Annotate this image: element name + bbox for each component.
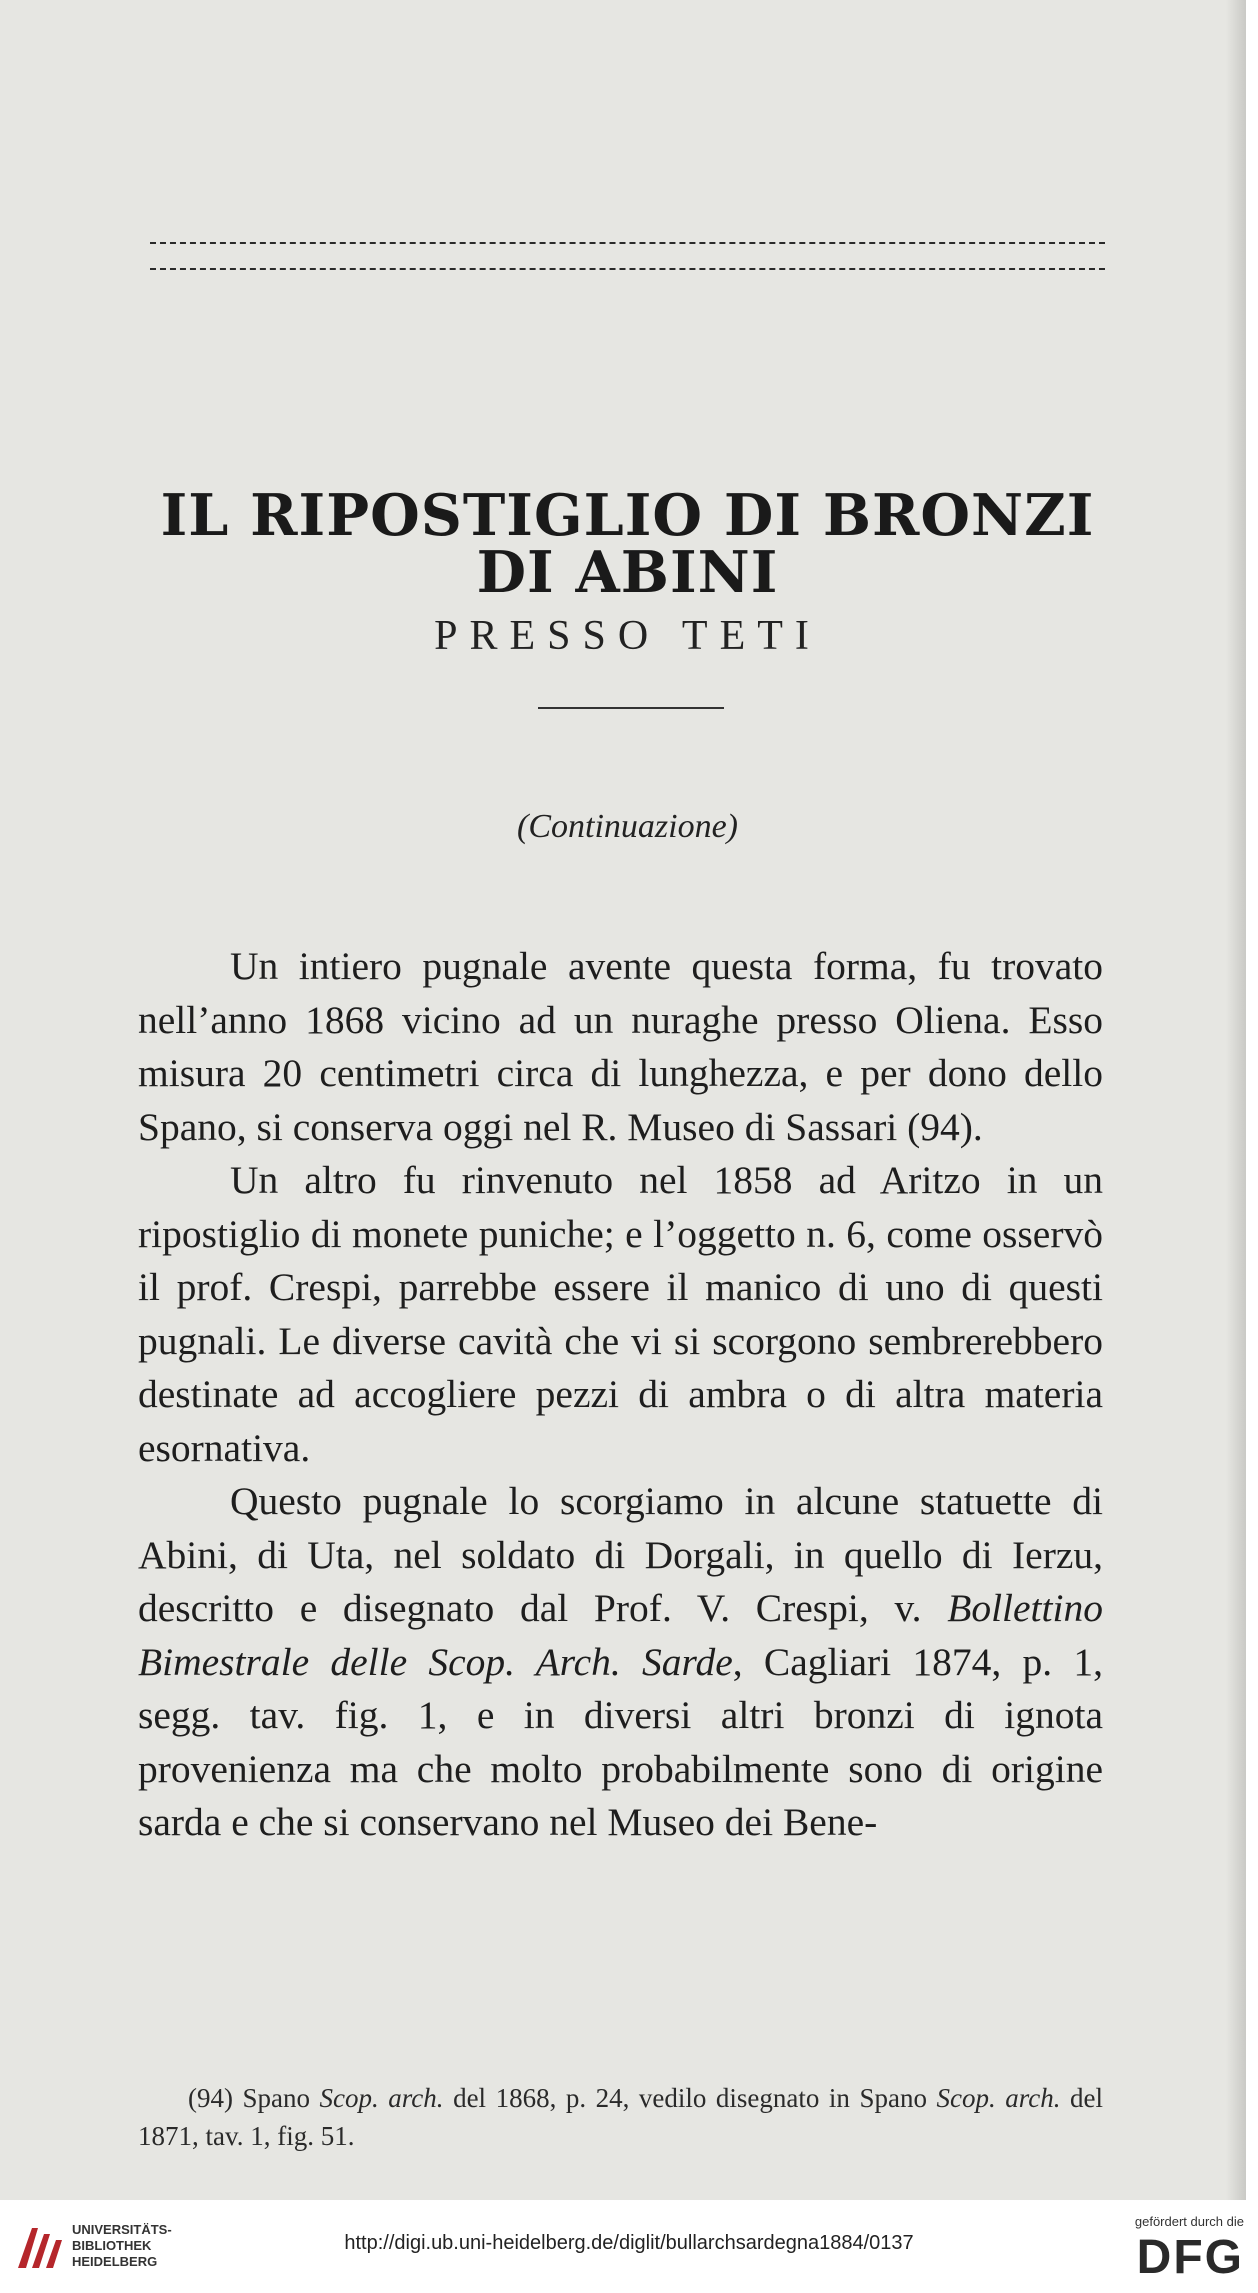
scan-margin [1246, 0, 1258, 2200]
top-dashed-rule-1 [150, 242, 1105, 244]
funded-by-label: gefördert durch die [1134, 2214, 1244, 2229]
university-name-line-2: BIBLIOTHEK [72, 2238, 152, 2253]
university-name-line-1: UNIVERSITÄTS- [72, 2222, 172, 2237]
footnote-text: del 1868, p. 24, vedilo disegnato in Spano [443, 2083, 937, 2113]
paragraph-1 [138, 940, 1103, 1154]
title-separator-rule [538, 707, 724, 709]
dfg-logo: DFG [1136, 2231, 1244, 2284]
paragraph-text: Un intiero pugnale avente questa forma, fu trovato nell’anno 1868 vicino ad un nuraghe presso Oliena. Esso misura 20 centimetri circa di lunghezza, e per dono dello Spano, si conserva oggi nel R. Museo di Sassari (94). [138, 944, 1103, 1149]
footnote-paragraph [138, 2079, 1103, 2155]
footnote-text: (94) Spano [188, 2083, 320, 2113]
paragraph-text: Bollettino Bimestrale delle Scop. Arch. Sarde [138, 1586, 1103, 1684]
top-dashed-rule-2 [150, 268, 1105, 270]
footnote-text: Scop. arch. [936, 2083, 1061, 2113]
footnote-text: del 1871, tav. 1, fig. 51. [138, 2083, 1103, 2151]
article-title: IL RIPOSTIGLIO DI BRONZI DI ABINI [160, 482, 1095, 606]
body-text [138, 940, 1103, 1850]
paragraph-text: , Cagliari 1874, p. 1, segg. tav. fig. 1, e in diversi altri bronzi di ignota provenienza ma che molto probabilmente sono di origine sarda e che si conservano nel Museo dei Bene- [138, 1639, 1103, 1844]
footnote [138, 2079, 1103, 2155]
paragraph-3 [138, 1475, 1103, 1850]
continuation-note: (Continuazione) [517, 808, 738, 845]
permalink-url[interactable]: http://digi.ub.uni-heidelberg.de/diglit/bullarchsardegna1884/0137 [344, 2232, 914, 2254]
page-edge-shadow [1226, 0, 1246, 2200]
university-name-line-3: HEIDELBERG [72, 2254, 158, 2269]
article-subtitle: PRESSO TETI [434, 613, 821, 659]
footnote-text: Scop. arch. [319, 2083, 444, 2113]
paragraph-text: Un altro fu rinvenuto nel 1858 ad Aritzo in un ripostiglio di monete puniche; e l’oggetto n. 6, come osservò il prof. Crespi, parrebbe essere il manico di uno di questi pugnali. Le diverse cavità che vi si scorgono sembrerebbero destinate ad accogliere pezzi di ambra o di altra materia esornativa. [138, 1158, 1103, 1470]
paragraph-text: Questo pugnale lo scorgiamo in alcune statuette di Abini, di Uta, nel soldato di Dorgali, in quello di Ierzu, descritto e disegnato dal Prof. V. Crespi, v. [138, 1479, 1103, 1630]
paragraph-2 [138, 1154, 1103, 1475]
viewer-footer [0, 2200, 1258, 2293]
